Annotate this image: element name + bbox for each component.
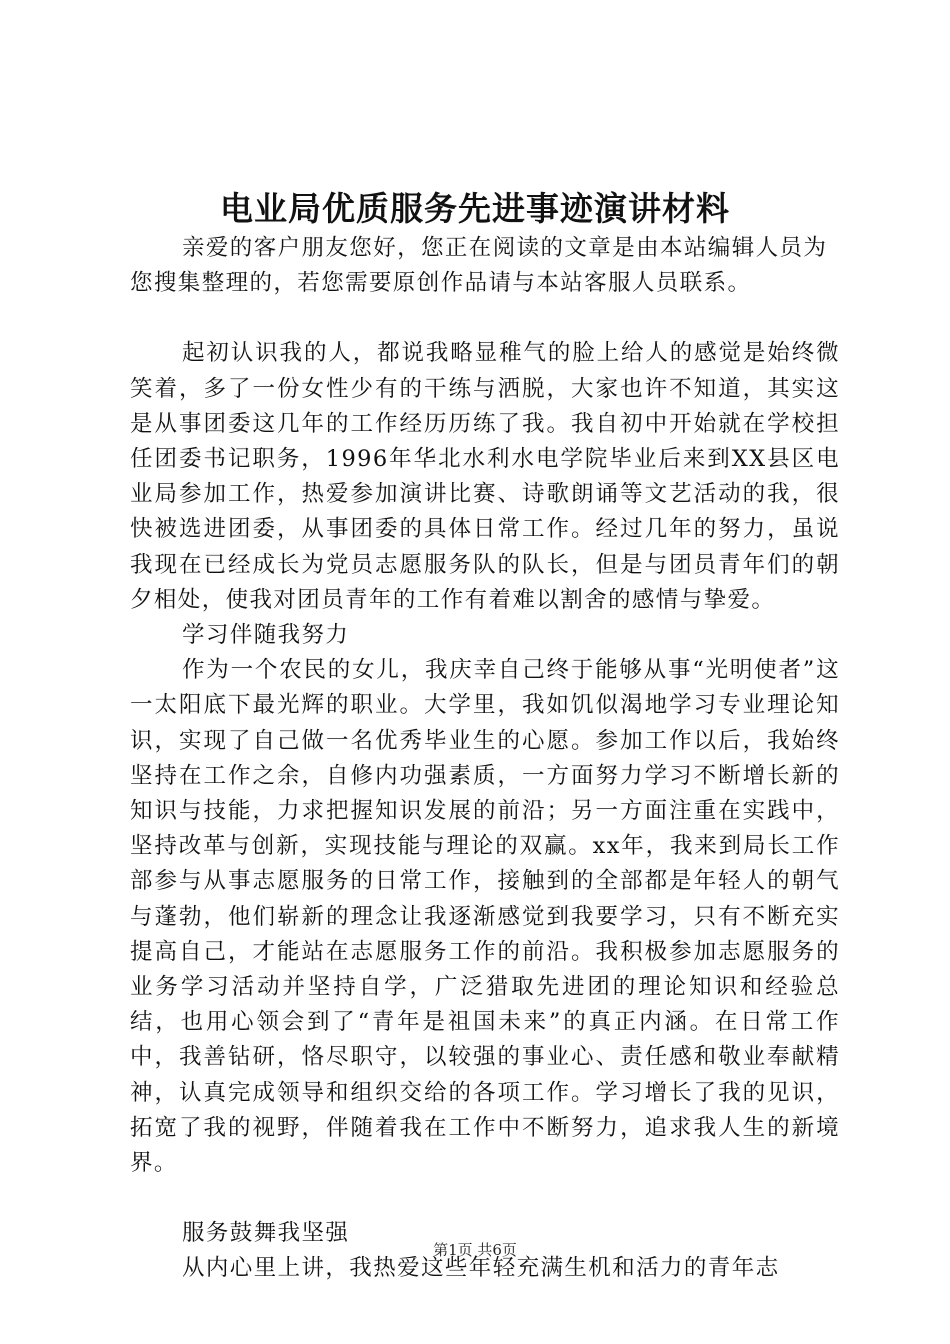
section-paragraph-study: 作为一个农民的女儿，我庆幸自己终于能够从事“光明使者”这一太阳底下最光辉的职业。大学里，我如饥似渴地学习专业理论知识，实现了自己做一名优秀毕业生的心愿。参加工作以后，我始终坚持在工作之余，自修内功强素质，一方面努力学习不断增长新的知识与技能，力求把握知识发展的前沿；另一方面注重在实践中，坚持改革与创新，实现技能与理论的双赢。xx年，我来到局长工作部参与从事志愿服务的日常工作，接触到的全部都是年轻人的朝气与蓬勃，他们崭新的理念让我逐渐感觉到我要学习，只有不断充实提高自己，才能站在志愿服务工作的前沿。我积极参加志愿服务的业务学习活动并坚持自学，广泛猎取先进团的理论知识和经验总结，也用心领会到了“青年是祖国未来”的真正内涵。在日常工作中，我善钻研，恪尽职守，以较强的事业心、责任感和敬业奉献精神，认真完成领导和组织交给的各项工作。学习增长了我的见识，拓宽了我的视野，伴随着我在工作中不断努力，追求我人生的新境界。 [130,657,840,1177]
page-footer: 第1页 共6页 [433,1241,517,1259]
section-paragraph-service: 从内心里上讲，我热爱这些年轻充满生机和活力的青年志 [182,1255,780,1282]
paragraph-spacer [130,1181,840,1216]
document-title: 电业局优质服务先进事迹演讲材料 [220,189,730,228]
document-body [130,231,840,1287]
intro-paragraph: 亲爱的客户朋友您好，您正在阅读的文章是由本站编辑人员为您搜集整理的，若您需要原创作品请与本站客服人员联系。 [130,235,828,297]
section-heading-service: 服务鼓舞我坚强 [182,1220,350,1247]
body-paragraph: 起初认识我的人，都说我略显稚气的脸上给人的感觉是始终微笑着，多了一份女性少有的干练与洒脱，大家也许不知道，其实这是从事团委这几年的工作经历历练了我。我自初中开始就在学校担任团委书记职务，1996年华北水利水电学院毕业后来到XX县区电业局参加工作，热爱参加演讲比赛、诗歌朗诵等文艺活动的我，很快被选进团委，从事团委的具体日常工作。经过几年的努力，虽说我现在已经成长为党员志愿服务队的队长，但是与团员青年们的朝夕相处，使我对团员青年的工作有着难以割舍的感情与挚爱。 [130,340,840,613]
section-heading-study: 学习伴随我努力 [182,622,350,649]
paragraph-spacer [130,301,840,336]
